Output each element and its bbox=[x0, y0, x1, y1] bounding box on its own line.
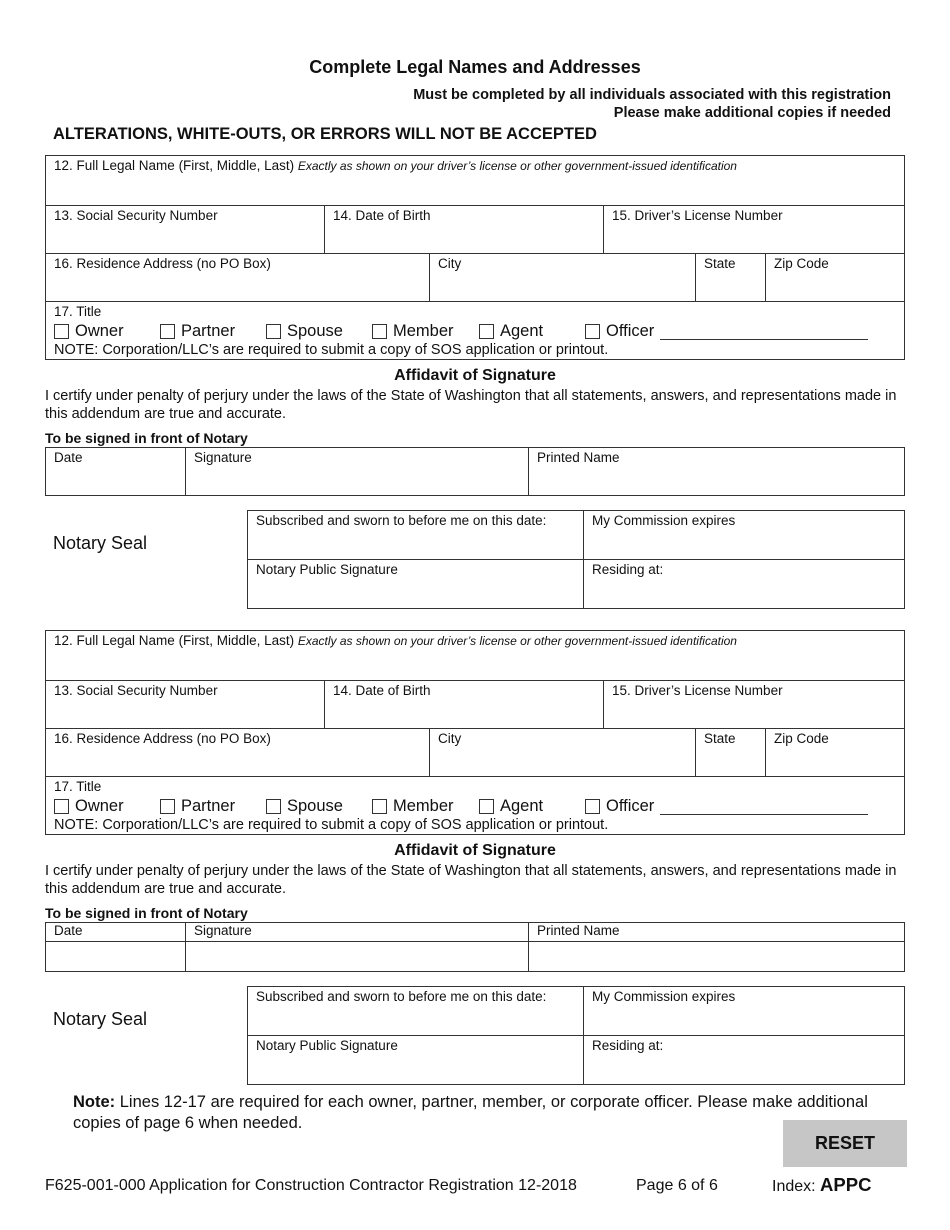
field-15-label: 15. Driver’s License Number bbox=[612, 683, 783, 698]
notary-seal-label: Notary Seal bbox=[53, 533, 148, 553]
alterations-warning: ALTERATIONS, WHITE-OUTS, OR ERRORS WILL NOT BE ACCEPTED bbox=[53, 125, 597, 143]
partner-checkbox[interactable] bbox=[160, 797, 235, 816]
checkbox-icon bbox=[266, 799, 281, 814]
field-13-label: 13. Social Security Number bbox=[54, 683, 218, 698]
applicant-info-form-1 bbox=[45, 155, 905, 360]
agent-label: Agent bbox=[500, 322, 544, 340]
sign-notary-heading: To be signed in front of Notary bbox=[45, 430, 248, 446]
subtitle-required: Must be completed by all individuals associated with this registration bbox=[413, 87, 891, 103]
commission-expires-field[interactable] bbox=[583, 987, 904, 1035]
city-label: City bbox=[438, 731, 462, 746]
notary-signature-field[interactable] bbox=[248, 559, 583, 608]
field-14-label: 14. Date of Birth bbox=[333, 208, 431, 223]
residing-label: Residing at: bbox=[592, 1038, 664, 1053]
title-section bbox=[46, 776, 904, 834]
field-12-label: 12. Full Legal Name (First, Middle, Last) bbox=[54, 158, 295, 173]
subscribed-label: Subscribed and sworn to before me on this date: bbox=[256, 989, 547, 1004]
signature-table-1 bbox=[45, 447, 905, 496]
notary-signature-field[interactable] bbox=[248, 1035, 583, 1084]
owner-checkbox[interactable] bbox=[54, 797, 124, 816]
full-legal-name-field[interactable] bbox=[46, 631, 904, 680]
agent-checkbox[interactable] bbox=[479, 322, 543, 341]
officer-label: Officer bbox=[606, 797, 655, 815]
agent-checkbox[interactable] bbox=[479, 797, 543, 816]
date-input-area bbox=[46, 941, 185, 971]
field-13-label: 13. Social Security Number bbox=[54, 208, 218, 223]
member-label: Member bbox=[393, 797, 454, 815]
spouse-label: Spouse bbox=[287, 322, 343, 340]
field-14-label: 14. Date of Birth bbox=[333, 683, 431, 698]
field-12-hint: Exactly as shown on your driver’s license or other government-issued identification bbox=[297, 159, 737, 173]
subscribed-label: Subscribed and sworn to before me on this date: bbox=[256, 513, 547, 528]
commission-label: My Commission expires bbox=[592, 989, 736, 1004]
notary-seal-label: Notary Seal bbox=[53, 1009, 148, 1029]
field-12-label: 12. Full Legal Name (First, Middle, Last) bbox=[54, 633, 295, 648]
checkbox-icon bbox=[585, 799, 600, 814]
checkbox-icon bbox=[266, 324, 281, 339]
field-16-label: 16. Residence Address (no PO Box) bbox=[54, 256, 271, 271]
full-legal-name-field[interactable] bbox=[46, 156, 904, 205]
checkbox-icon bbox=[160, 799, 175, 814]
partner-label: Partner bbox=[181, 797, 236, 815]
officer-title-input[interactable] bbox=[660, 324, 868, 340]
residence-address-field[interactable] bbox=[46, 253, 429, 301]
subtitle-copies: Please make additional copies if needed bbox=[613, 105, 891, 121]
state-field[interactable] bbox=[695, 253, 765, 301]
note-text: Lines 12-17 are required for each owner, partner, member, or corporate officer. Please make additional copies of page 6 when needed. bbox=[73, 1093, 868, 1132]
officer-checkbox[interactable] bbox=[585, 322, 868, 341]
affidavit-text: I certify under penalty of perjury under the laws of the State of Washington that all statements, answers, and representations made in this addendum are true and accurate. bbox=[45, 388, 897, 422]
agent-label: Agent bbox=[500, 797, 544, 815]
checkbox-icon bbox=[160, 324, 175, 339]
drivers-license-field[interactable] bbox=[603, 205, 904, 253]
page-number: Page 6 of 6 bbox=[636, 1177, 718, 1194]
owner-label: Owner bbox=[75, 322, 124, 340]
city-field[interactable] bbox=[429, 728, 695, 776]
spouse-label: Spouse bbox=[287, 797, 343, 815]
signature-label: Signature bbox=[194, 450, 252, 465]
sign-notary-heading: To be signed in front of Notary bbox=[45, 905, 248, 921]
zip-label: Zip Code bbox=[774, 731, 829, 746]
officer-title-input[interactable] bbox=[660, 799, 868, 815]
notary-signature-label: Notary Public Signature bbox=[256, 1038, 398, 1053]
field-15-label: 15. Driver’s License Number bbox=[612, 208, 783, 223]
city-field[interactable] bbox=[429, 253, 695, 301]
reset-button[interactable]: RESET bbox=[783, 1120, 907, 1167]
member-checkbox[interactable] bbox=[372, 322, 454, 341]
residing-at-field[interactable] bbox=[583, 1035, 904, 1084]
officer-label: Officer bbox=[606, 322, 655, 340]
partner-checkbox[interactable] bbox=[160, 322, 235, 341]
member-label: Member bbox=[393, 322, 454, 340]
index-label: Index: bbox=[772, 1178, 816, 1195]
field-17-label: 17. Title bbox=[54, 779, 102, 794]
form-id: F625-001-000 Application for Construction Contractor Registration 12-2018 bbox=[45, 1177, 577, 1194]
zip-label: Zip Code bbox=[774, 256, 829, 271]
signature-field[interactable] bbox=[185, 923, 528, 971]
subscribed-date-field[interactable] bbox=[248, 511, 583, 559]
residing-label: Residing at: bbox=[592, 562, 664, 577]
owner-label: Owner bbox=[75, 797, 124, 815]
notary-table-1 bbox=[247, 510, 905, 609]
affidavit-heading: Affidavit of Signature bbox=[394, 367, 556, 384]
spouse-checkbox[interactable] bbox=[266, 322, 343, 341]
printed-name-field[interactable] bbox=[528, 448, 904, 495]
field-16-label: 16. Residence Address (no PO Box) bbox=[54, 731, 271, 746]
signature-table-2 bbox=[45, 922, 905, 972]
checkbox-icon bbox=[372, 324, 387, 339]
sos-note: NOTE: Corporation/LLC’s are required to submit a copy of SOS application or printout. bbox=[54, 342, 609, 358]
state-label: State bbox=[704, 256, 736, 271]
subscribed-date-field[interactable] bbox=[248, 987, 583, 1035]
index-value: APPC bbox=[820, 1174, 872, 1195]
signature-field[interactable] bbox=[185, 448, 528, 495]
title-section bbox=[46, 301, 904, 359]
drivers-license-field[interactable] bbox=[603, 680, 904, 728]
date-field[interactable] bbox=[46, 923, 185, 971]
checkbox-icon bbox=[585, 324, 600, 339]
member-checkbox[interactable] bbox=[372, 797, 454, 816]
spouse-checkbox[interactable] bbox=[266, 797, 343, 816]
checkbox-icon bbox=[372, 799, 387, 814]
zip-field[interactable] bbox=[765, 728, 904, 776]
printed-name-input-area bbox=[529, 941, 904, 971]
date-field[interactable] bbox=[46, 448, 185, 495]
date-label: Date bbox=[54, 450, 83, 465]
field-17-label: 17. Title bbox=[54, 304, 102, 319]
residing-at-field[interactable] bbox=[583, 559, 904, 608]
state-field[interactable] bbox=[695, 728, 765, 776]
printed-name-label: Printed Name bbox=[537, 923, 620, 938]
residence-address-field[interactable] bbox=[46, 728, 429, 776]
commission-label: My Commission expires bbox=[592, 513, 736, 528]
checkbox-icon bbox=[54, 799, 69, 814]
commission-expires-field[interactable] bbox=[583, 511, 904, 559]
applicant-info-form-2 bbox=[45, 630, 905, 835]
officer-checkbox[interactable] bbox=[585, 797, 868, 816]
partner-label: Partner bbox=[181, 322, 236, 340]
notary-table-2 bbox=[247, 986, 905, 1085]
city-label: City bbox=[438, 256, 462, 271]
dob-field[interactable] bbox=[324, 205, 603, 253]
sos-note: NOTE: Corporation/LLC’s are required to submit a copy of SOS application or printout. bbox=[54, 817, 609, 833]
affidavit-heading: Affidavit of Signature bbox=[394, 842, 556, 859]
date-label: Date bbox=[54, 923, 83, 938]
notary-signature-label: Notary Public Signature bbox=[256, 562, 398, 577]
ssn-field[interactable] bbox=[46, 680, 324, 728]
state-label: State bbox=[704, 731, 736, 746]
field-12-hint: Exactly as shown on your driver’s license or other government-issued identification bbox=[297, 634, 737, 648]
note-label: Note: bbox=[73, 1093, 116, 1111]
signature-label: Signature bbox=[194, 923, 252, 938]
owner-checkbox[interactable] bbox=[54, 322, 124, 341]
index-code bbox=[772, 1174, 871, 1196]
signature-input-area bbox=[186, 941, 528, 971]
checkbox-icon bbox=[479, 799, 494, 814]
ssn-field[interactable] bbox=[46, 205, 324, 253]
printed-name-field[interactable] bbox=[528, 923, 904, 971]
dob-field[interactable] bbox=[324, 680, 603, 728]
zip-field[interactable] bbox=[765, 253, 904, 301]
page-title: Complete Legal Names and Addresses bbox=[309, 57, 641, 77]
checkbox-icon bbox=[479, 324, 494, 339]
affidavit-text: I certify under penalty of perjury under the laws of the State of Washington that all statements, answers, and representations made in this addendum are true and accurate. bbox=[45, 863, 897, 897]
printed-name-label: Printed Name bbox=[537, 450, 620, 465]
checkbox-icon bbox=[54, 324, 69, 339]
